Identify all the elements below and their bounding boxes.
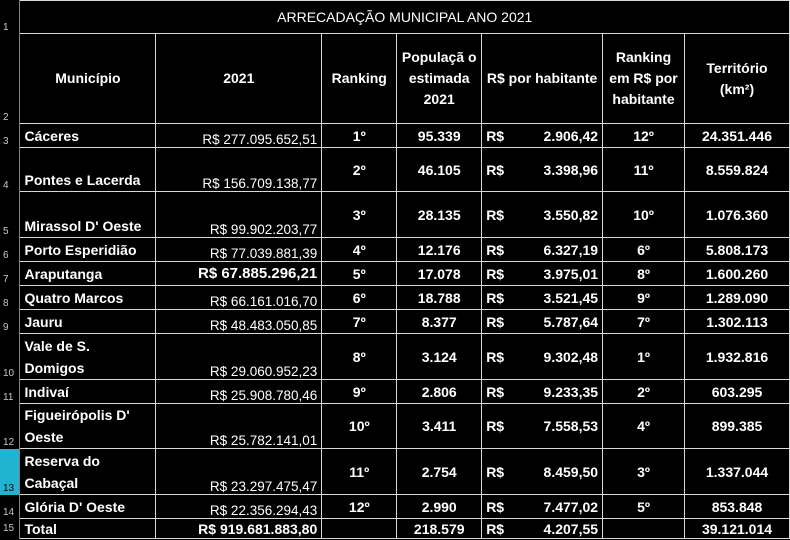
total-row [0, 519, 790, 539]
populacao-cell[interactable]: 8.377 [397, 310, 482, 334]
valor-cell[interactable]: R$ 67.885.296,21 [156, 262, 322, 286]
table-row [0, 404, 790, 449]
territorio-cell[interactable]: 1.932.816 [685, 334, 790, 380]
table-row [0, 310, 790, 334]
currency-symbol: R$ [486, 206, 505, 223]
per-capita-value: 4.207,55 [543, 520, 599, 537]
ranking-per-capita-cell[interactable]: 8º [603, 262, 685, 286]
row-header[interactable]: 2 [0, 34, 20, 124]
ranking-cell[interactable]: 3º [322, 192, 397, 238]
header-row [0, 34, 790, 124]
row-header[interactable]: 11 [0, 380, 20, 404]
per-capita-cell[interactable] [482, 238, 603, 262]
territorio-cell[interactable]: 853.848 [685, 495, 790, 519]
ranking-per-capita-cell[interactable]: 11º [603, 148, 685, 192]
valor-cell[interactable]: R$ 25.908.780,46 [156, 380, 322, 404]
populacao-cell[interactable]: 28.135 [397, 192, 482, 238]
table-row [0, 262, 790, 286]
ranking-cell[interactable]: 5º [322, 262, 397, 286]
per-capita-cell[interactable] [482, 192, 603, 238]
municipio-cell[interactable]: Indivaí [20, 380, 156, 404]
currency-symbol: R$ [486, 289, 505, 306]
valor-cell[interactable]: R$ 99.902.203,77 [156, 192, 322, 238]
row-header[interactable]: 6 [0, 238, 20, 262]
header-populacao[interactable]: Populaçã o estimada 2021 [397, 34, 482, 124]
territorio-cell[interactable]: 1.302.113 [685, 310, 790, 334]
header-ranking[interactable]: Ranking [322, 34, 397, 124]
header-municipio[interactable]: Município [20, 34, 156, 124]
populacao-cell[interactable]: 3.411 [397, 404, 482, 449]
ranking-cell[interactable]: 11º [322, 449, 397, 495]
populacao-cell[interactable]: 2.754 [397, 449, 482, 495]
row-header[interactable]: 9 [0, 310, 20, 334]
territorio-cell[interactable]: 1.289.090 [685, 286, 790, 310]
currency-symbol: R$ [486, 498, 505, 515]
table-row [0, 334, 790, 380]
currency-symbol: R$ [486, 313, 505, 330]
total-ranking[interactable] [322, 519, 397, 539]
ranking-cell[interactable]: 9º [322, 380, 397, 404]
populacao-cell[interactable]: 2.806 [397, 380, 482, 404]
municipio-cell[interactable]: Mirassol D' Oeste [20, 192, 156, 238]
table-row [0, 238, 790, 262]
municipio-cell[interactable]: Figueirópolis D' Oeste [20, 404, 156, 449]
per-capita-value: 7.477,02 [543, 498, 599, 515]
currency-symbol: R$ [486, 520, 505, 537]
table-row [0, 148, 790, 192]
total-populacao[interactable]: 218.579 [397, 519, 482, 539]
table-title[interactable]: ARRECADAÇÃO MUNICIPAL ANO 2021 [20, 1, 790, 34]
currency-symbol: R$ [486, 383, 505, 400]
municipio-cell[interactable]: Porto Esperidião [20, 238, 156, 262]
municipio-cell[interactable]: Pontes e Lacerda [20, 148, 156, 192]
ranking-per-capita-cell[interactable]: 2º [603, 380, 685, 404]
per-capita-value: 9.233,35 [543, 383, 599, 400]
header-territorio[interactable]: Território (km²) [685, 34, 790, 124]
row-header[interactable]: 15 [0, 519, 20, 539]
header-ranking-rs[interactable]: Ranking em R$ por habitante [603, 34, 685, 124]
municipio-cell[interactable]: Cáceres [20, 124, 156, 148]
table-row [0, 449, 790, 495]
municipio-cell[interactable]: Araputanga [20, 262, 156, 286]
ranking-per-capita-cell[interactable]: 1º [603, 334, 685, 380]
per-capita-cell[interactable] [482, 380, 603, 404]
valor-cell[interactable]: R$ 77.039.881,39 [156, 238, 322, 262]
ranking-cell[interactable]: 4º [322, 238, 397, 262]
total-label[interactable]: Total [20, 519, 156, 539]
ranking-per-capita-cell[interactable]: 9º [603, 286, 685, 310]
populacao-cell[interactable]: 3.124 [397, 334, 482, 380]
ranking-per-capita-cell[interactable]: 6º [603, 238, 685, 262]
currency-symbol: R$ [486, 241, 505, 258]
title-row [0, 1, 790, 34]
table-row [0, 495, 790, 519]
ranking-cell[interactable]: 12º [322, 495, 397, 519]
territorio-cell[interactable]: 1.337.044 [685, 449, 790, 495]
per-capita-value: 3.398,96 [543, 161, 599, 178]
per-capita-value: 7.558,53 [543, 418, 599, 434]
ranking-per-capita-cell[interactable]: 3º [603, 449, 685, 495]
populacao-cell[interactable]: 18.788 [397, 286, 482, 310]
populacao-cell[interactable]: 46.105 [397, 148, 482, 192]
currency-symbol: R$ [486, 127, 505, 144]
per-capita-cell[interactable] [482, 495, 603, 519]
currency-symbol: R$ [486, 265, 505, 282]
ranking-cell[interactable]: 10º [322, 404, 397, 449]
total-per-capita[interactable] [482, 519, 603, 539]
table-row [0, 380, 790, 404]
valor-cell[interactable]: R$ 25.782.141,01 [156, 404, 322, 449]
per-capita-cell[interactable] [482, 148, 603, 192]
table-row [0, 192, 790, 238]
valor-cell[interactable]: R$ 66.161.016,70 [156, 286, 322, 310]
per-capita-cell[interactable] [482, 334, 603, 380]
ranking-cell[interactable]: 2º [322, 148, 397, 192]
municipio-cell[interactable]: Reserva do Cabaçal [20, 449, 156, 495]
valor-cell[interactable]: R$ 23.297.475,47 [156, 449, 322, 495]
populacao-cell[interactable]: 2.990 [397, 495, 482, 519]
per-capita-value: 3.521,45 [543, 289, 599, 306]
municipio-cell[interactable]: Vale de S. Domigos [20, 334, 156, 380]
row-header[interactable]: 12 [0, 404, 20, 449]
per-capita-cell[interactable] [482, 310, 603, 334]
territorio-cell[interactable]: 1.076.360 [685, 192, 790, 238]
populacao-cell[interactable]: 17.078 [397, 262, 482, 286]
row-header[interactable]: 8 [0, 286, 20, 310]
currency-symbol: R$ [486, 463, 505, 480]
territorio-cell[interactable]: 5.808.173 [685, 238, 790, 262]
per-capita-cell[interactable] [482, 449, 603, 495]
ranking-per-capita-cell[interactable]: 5º [603, 495, 685, 519]
per-capita-cell[interactable] [482, 286, 603, 310]
territorio-cell[interactable]: 603.295 [685, 380, 790, 404]
territorio-cell[interactable]: 8.559.824 [685, 148, 790, 192]
ranking-per-capita-cell[interactable]: 4º [603, 404, 685, 449]
row-header[interactable]: 4 [0, 148, 20, 192]
per-capita-cell[interactable] [482, 262, 603, 286]
total-valor[interactable]: R$ 919.681.883,80 [156, 519, 322, 539]
territorio-cell[interactable]: 899.385 [685, 404, 790, 449]
total-territorio[interactable]: 39.121.014 [685, 519, 790, 539]
valor-cell[interactable]: R$ 156.709.138,77 [156, 148, 322, 192]
row-header[interactable]: 10 [0, 334, 20, 380]
row-header[interactable]: 7 [0, 262, 20, 286]
row-header[interactable]: 14 [0, 495, 20, 519]
currency-symbol: R$ [486, 418, 505, 434]
table-row [0, 124, 790, 148]
per-capita-value: 8.459,50 [543, 463, 599, 480]
ranking-per-capita-cell[interactable]: 12º [603, 124, 685, 148]
municipio-cell[interactable]: Jauru [20, 310, 156, 334]
currency-symbol: R$ [486, 161, 505, 178]
valor-cell[interactable]: R$ 48.483.050,85 [156, 310, 322, 334]
per-capita-value: 6.327,19 [543, 241, 599, 258]
currency-symbol: R$ [486, 348, 505, 365]
ranking-cell[interactable]: 6º [322, 286, 397, 310]
row-header[interactable]: 5 [0, 192, 20, 238]
per-capita-value: 9.302,48 [543, 348, 599, 365]
table-row [0, 286, 790, 310]
valor-cell[interactable]: R$ 277.095.652,51 [156, 124, 322, 148]
ranking-cell[interactable]: 7º [322, 310, 397, 334]
territorio-cell[interactable]: 1.600.260 [685, 262, 790, 286]
ranking-per-capita-cell[interactable]: 7º [603, 310, 685, 334]
valor-cell[interactable]: R$ 22.356.294,43 [156, 495, 322, 519]
ranking-cell[interactable]: 8º [322, 334, 397, 380]
row-header[interactable]: 13 [0, 449, 20, 495]
header-2021[interactable]: 2021 [156, 34, 322, 124]
populacao-cell[interactable]: 12.176 [397, 238, 482, 262]
municipio-cell[interactable]: Quatro Marcos [20, 286, 156, 310]
header-rs-por-habitante[interactable]: R$ por habitante [482, 34, 603, 124]
per-capita-value: 3.550,82 [543, 206, 599, 223]
per-capita-value: 3.975,01 [543, 265, 599, 282]
ranking-per-capita-cell[interactable]: 10º [603, 192, 685, 238]
per-capita-cell[interactable] [482, 404, 603, 449]
per-capita-cell[interactable] [482, 124, 603, 148]
municipio-cell[interactable]: Glória D' Oeste [20, 495, 156, 519]
row-header[interactable]: 3 [0, 124, 20, 148]
total-ranking-per-capita[interactable] [603, 519, 685, 539]
row-header[interactable]: 1 [0, 1, 20, 34]
per-capita-value: 2.906,42 [543, 127, 599, 144]
per-capita-value: 5.787,64 [543, 313, 599, 330]
ranking-cell[interactable]: 1º [322, 124, 397, 148]
populacao-cell[interactable]: 95.339 [397, 124, 482, 148]
territorio-cell[interactable]: 24.351.446 [685, 124, 790, 148]
valor-cell[interactable]: R$ 29.060.952,23 [156, 334, 322, 380]
